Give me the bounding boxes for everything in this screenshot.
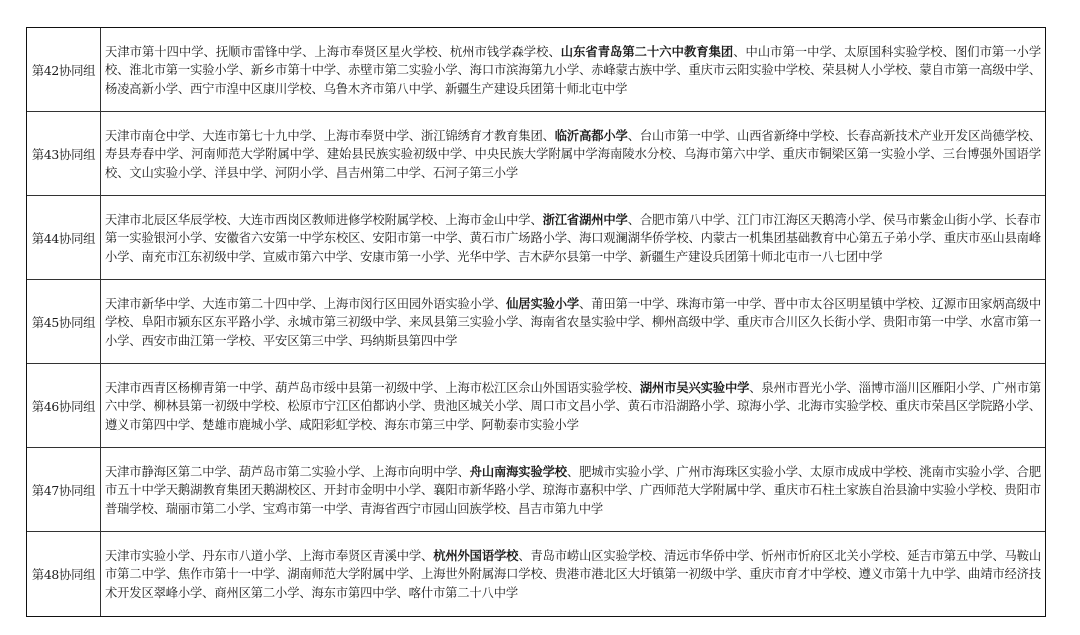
group-schools [101,28,1045,111]
table-row [27,448,1045,532]
lead-school: 仙居实验小学 [506,296,580,311]
schools-text: 天津市静海区第二中学、葫芦岛市第二实验小学、上海市向明中学、 [105,465,470,479]
lead-school: 杭州外国语学校 [433,548,519,563]
lead-school: 临沂高都小学 [554,128,628,143]
schools-text: 天津市新华中学、大连市第二十四中学、上海市闵行区田园外语实验小学、 [105,297,507,311]
group-schools [101,364,1045,447]
group-schools [101,280,1045,363]
group-label: 第44协同组 [27,196,101,279]
schools-text: 天津市第十四中学、抚顺市雷锋中学、上海市奉贤区星火学校、杭州市钱学森学校、 [105,45,561,59]
table-row [27,112,1045,196]
table-row [27,28,1045,112]
lead-school: 舟山南海实验学校 [469,464,567,479]
group-label: 第45协同组 [27,280,101,363]
group-label: 第43协同组 [27,112,101,195]
schools-text: 、肥城市实验小学、广州市海珠区实验小学、太原市成成中学校、洮南市实验小学、合肥市五十中学天鹅湖教育集团天鹅湖校区、开封市金明中小学、襄阳市新华路小学、琼海市嘉积中学、广西师范大学附属中学、重庆市石柱土家族自治县渝中实验小学校、贵阳市普瑞学校、瑞丽市第二小学、宝鸡市第一中学、青海省西宁市园山回族学校、昌吉市第九中学 [105,465,1041,516]
group-label: 第47协同组 [27,448,101,531]
group-label: 第48协同组 [27,532,101,616]
schools-text: 、台山市第一中学、山西省新绛中学校、长春高新技术产业开发区尚德学校、寿县寿春中学、河南师范大学附属中学、建始县民族实验初级中学、中央民族大学附属中学海南陵水分校、乌海市第六中学、重庆市铜梁区第一实验小学、三台博强外国语学校、文山实验小学、洋县中学、河阴小学、昌吉州第二中学、石河子第三小学 [105,129,1041,180]
group-schools [101,196,1045,279]
lead-school: 湖州市吴兴实验中学 [639,380,750,395]
group-label: 第42协同组 [27,28,101,111]
table-row [27,364,1045,448]
lead-school: 山东省青岛第二十六中教育集团 [560,44,734,59]
schools-text: 天津市实验小学、丹东市八道小学、上海市奉贤区青溪中学、 [105,549,434,563]
schools-text: 、泉州市晋光小学、淄博市淄川区雁阳小学、广州市第六中学、柳林县第一初级中学校、松原市宁江区伯都讷小学、贵池区城关小学、周口市文昌小学、黄石市沿湖路小学、琼海小学、北海市实验学校、重庆市荣昌区学院路小学、遵义市第四中学、楚雄市鹿城小学、咸阳彩虹学校、海东市第三中学、阿勒泰市实验小学 [105,381,1041,432]
group-schools [101,532,1045,616]
schools-text: 天津市南仓中学、大连市第七十九中学、上海市奉贤中学、浙江锦绣育才教育集团、 [105,129,555,143]
lead-school: 浙江省湖州中学 [542,212,628,227]
table-row [27,532,1045,616]
schools-text: 天津市西青区杨柳青第一中学、葫芦岛市绥中县第一初级中学、上海市松江区佘山外国语实验学校、 [105,381,640,395]
schools-text: 、中山市第一中学、太原国科实验学校、图们市第一小学校、淮北市第一实验小学、新乡市第十中学、赤壁市第二实验小学、海口市滨海第九小学、赤峰蒙古族中学、重庆市云阳实验中学校、荣县树人小学校、蒙自市第一高级中学、杨凌高新小学、西宁市湟中区康川学校、乌鲁木齐市第八中学、新疆生产建设兵团第十师北屯中学 [105,45,1041,96]
schools-text: 、莆田第一中学、珠海市第一中学、晋中市太谷区明星镇中学校、辽源市田家炳高级中学校、阜阳市颍东区东平路小学、永城市第三初级中学、来凤县第三实验小学、海南省农垦实验中学、柳州高级中学、重庆市合川区久长街小学、贵阳市第一中学、水富市第一小学、西安市曲江第一学校、平安区第三中学、玛纳斯县第四中学 [105,297,1041,348]
table-row [27,196,1045,280]
table-row [27,280,1045,364]
schools-text: 、合肥市第八中学、江门市江海区天鹅湾小学、侯马市紫金山街小学、长春市第一实验银河小学、安徽省六安第一中学东校区、安阳市第一中学、黄石市广场路小学、海口观澜湖华侨学校、内蒙古一机集团基础教育中心第五子弟小学、重庆市巫山县南峰小学、南充市江东初级中学、宣威市第六中学、安康市第一小学、光华中学、吉木萨尔县第一中学、新疆生产建设兵团第十师北屯市一八七团中学 [105,213,1041,264]
group-schools [101,448,1045,531]
collaboration-groups-table [26,27,1046,617]
schools-text: 、青岛市崂山区实验学校、清远市华侨中学、忻州市忻府区北关小学校、延吉市第五中学、马鞍山市第二中学、焦作市第十一中学、湖南师范大学附属中学、上海世外附属海口学校、贵港市港北区大圩镇第一初级中学、重庆市育才中学校、遵义市第十九中学、曲靖市经济技术开发区翠峰小学、商州区第二小学、海东市第四中学、喀什市第二十八中学 [105,549,1042,600]
group-label: 第46协同组 [27,364,101,447]
schools-text: 天津市北辰区华辰学校、大连市西岗区教师进修学校附属学校、上海市金山中学、 [105,213,543,227]
group-schools [101,112,1045,195]
